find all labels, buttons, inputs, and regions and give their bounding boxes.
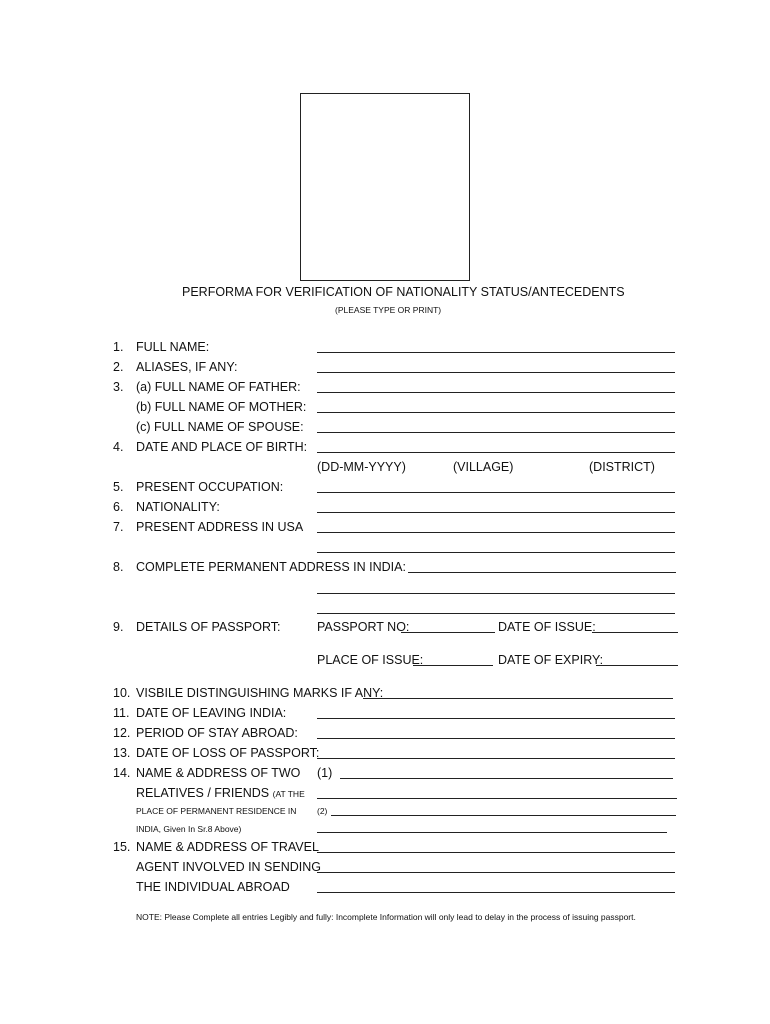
india-address-field-3[interactable] [317,613,675,614]
travel-agent-label-line-3: THE INDIVIDUAL ABROAD [136,880,290,894]
item-number: 6. [113,500,124,514]
form-subtitle: (PLEASE TYPE OR PRINT) [335,305,442,315]
stay-abroad-label: PERIOD OF STAY ABROAD: [136,726,298,740]
travel-agent-field-1[interactable] [317,852,675,853]
date-of-expiry-field[interactable] [596,665,678,666]
usa-address-label: PRESENT ADDRESS IN USA [136,520,304,534]
place-of-issue-label: PLACE OF ISSUE: [317,653,424,667]
relative-2-field-2[interactable] [317,832,667,833]
spouse-name-field[interactable] [317,432,675,433]
aliases-label: ALIASES, IF ANY: [136,360,238,374]
travel-agent-field-2[interactable] [317,872,675,873]
item-number: 9. [113,620,124,634]
india-address-field-2[interactable] [317,593,675,594]
item-number: 11. [113,706,130,720]
marks-field[interactable] [363,698,673,699]
village-hint: (VILLAGE) [453,460,514,474]
relative-1-field[interactable] [340,778,673,779]
relatives-label-line-3: PLACE OF PERMANENT RESIDENCE IN [136,806,297,816]
spouse-name-label: (c) FULL NAME OF SPOUSE: [136,420,304,434]
nationality-label: NATIONALITY: [136,500,220,514]
occupation-label: PRESENT OCCUPATION: [136,480,284,494]
leaving-india-field[interactable] [317,718,675,719]
passport-details-label: DETAILS OF PASSPORT: [136,620,281,634]
stay-abroad-field[interactable] [317,738,675,739]
travel-agent-field-3[interactable] [317,892,675,893]
father-name-field[interactable] [317,392,675,393]
item-number: 14. [113,766,131,780]
travel-agent-label-line-1: NAME & ADDRESS OF TRAVEL [136,840,319,854]
form-note: NOTE: Please Complete all entries Legibly and fully: Incomplete Information will only lead to delay in the process of issuing passport. [136,912,636,922]
photo-box [300,93,470,281]
form-title: PERFORMA FOR VERIFICATION OF NATIONALITY STATUS/ANTECEDENTS [182,285,625,299]
item-number: 13. [113,746,131,760]
relative-2-field[interactable] [331,815,676,816]
usa-address-field-1[interactable] [317,532,675,533]
india-address-field-1[interactable] [408,572,676,573]
relative-1-label: (1) [317,766,333,780]
item-number: 2. [113,360,124,374]
leaving-india-label: DATE OF LEAVING INDIA: [136,706,287,720]
loss-of-passport-label: DATE OF LOSS OF PASSPORT: [136,746,320,760]
date-of-issue-field[interactable] [592,632,678,633]
travel-agent-label-line-2: AGENT INVOLVED IN SENDING [136,860,321,874]
item-number: 7. [113,520,124,534]
birth-field[interactable] [317,452,675,453]
india-address-label: COMPLETE PERMANENT ADDRESS IN INDIA: [136,560,406,574]
item-number: 4. [113,440,124,454]
item-number: 1. [113,340,124,354]
mother-name-label: (b) FULL NAME OF MOTHER: [136,400,307,414]
place-of-issue-field[interactable] [413,665,493,666]
item-number: 8. [113,560,124,574]
item-number: 10. [113,686,131,700]
relative-1-field-2[interactable] [317,798,677,799]
nationality-field[interactable] [317,512,675,513]
dob-format-hint: (DD-MM-YYYY) [317,460,406,474]
date-of-expiry-label: DATE OF EXPIRY: [498,653,604,667]
relatives-label-line-2: RELATIVES / FRIENDS (AT THE [136,786,305,800]
item-number: 15. [113,840,131,854]
passport-no-field[interactable] [401,632,495,633]
item-number: 5. [113,480,124,494]
item-number: 3. [113,380,124,394]
passport-no-label: PASSPORT NO: [317,620,410,634]
relative-2-label: (2) [317,806,328,816]
mother-name-field[interactable] [317,412,675,413]
date-of-issue-label: DATE OF ISSUE: [498,620,596,634]
marks-label: VISBILE DISTINGUISHING MARKS IF ANY: [136,686,384,700]
relatives-label-line-4: INDIA, Given In Sr.8 Above) [136,824,242,834]
usa-address-field-2[interactable] [317,552,675,553]
aliases-field[interactable] [317,372,675,373]
item-number: 12. [113,726,131,740]
full-name-field[interactable] [317,352,675,353]
full-name-label: FULL NAME: [136,340,210,354]
relatives-label-line-1: NAME & ADDRESS OF TWO [136,766,301,780]
district-hint: (DISTRICT) [589,460,655,474]
loss-of-passport-field[interactable] [317,758,675,759]
occupation-field[interactable] [317,492,675,493]
father-name-label: (a) FULL NAME OF FATHER: [136,380,301,394]
birth-label: DATE AND PLACE OF BIRTH: [136,440,308,454]
